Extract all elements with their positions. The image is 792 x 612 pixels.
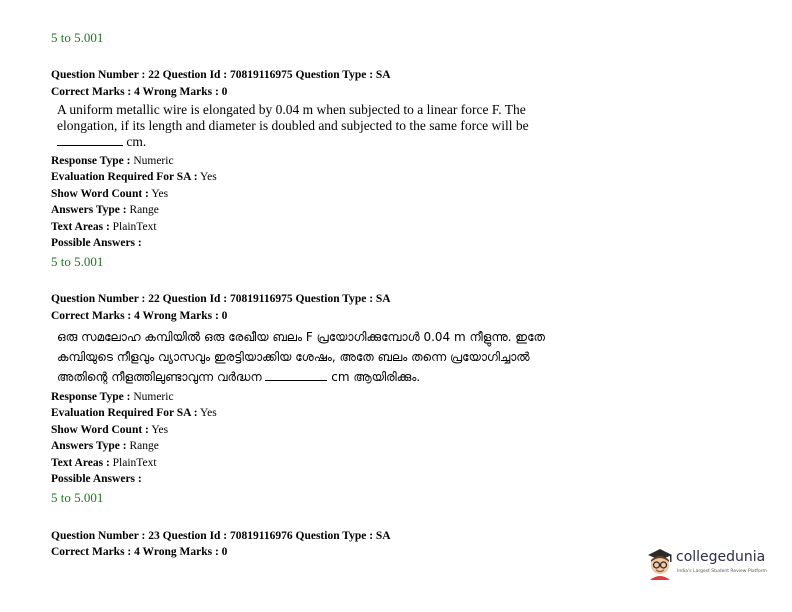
- question-marks: Correct Marks : 4 Wrong Marks : 0: [51, 310, 228, 322]
- question-text-line-3: [57, 134, 597, 150]
- top-possible-answer: 5 to 5.001: [51, 30, 104, 45]
- answers-type-value: Range: [129, 440, 159, 452]
- question-text: [57, 102, 597, 150]
- question-marks: Correct Marks : 4 Wrong Marks : 0: [51, 546, 228, 558]
- evaluation-value: Yes: [200, 407, 217, 419]
- answers-type-label: Answers Type :: [51, 204, 127, 216]
- possible-answer-value: 5 to 5.001: [51, 254, 104, 269]
- text-areas-label: Text Areas :: [51, 221, 110, 233]
- question-text-line: കമ്പിയുടെ നീളവും വ്യാസവും ഇരട്ടിയാക്കിയ ശേഷം, അതേ ബലം തന്നെ പ്രയോഗിച്ചാൽ: [57, 350, 530, 364]
- response-type-value: Numeric: [133, 155, 174, 167]
- show-word-count: [51, 424, 168, 436]
- answers-type-label: Answers Type :: [51, 440, 127, 452]
- response-type-label: Response Type :: [51, 155, 131, 167]
- question-text-line-3: [57, 367, 597, 387]
- word-count-value: Yes: [151, 424, 169, 436]
- question-text-part: അതിന്റെ നീളത്തിലുണ്ടാവുന്ന വർദ്ധന: [57, 370, 262, 384]
- possible-answers-label: [51, 237, 142, 249]
- answers-type: [51, 440, 159, 452]
- text-areas: [51, 457, 157, 469]
- answers-type: [51, 204, 159, 216]
- student-mascot-icon: [644, 546, 676, 580]
- text-areas-label: Text Areas :: [51, 457, 110, 469]
- answers-type-value: Range: [129, 204, 159, 216]
- question-text-unit: cm.: [126, 134, 147, 149]
- answer-blank: [57, 135, 123, 146]
- evaluation-label: Evaluation Required For SA :: [51, 171, 198, 183]
- answer-blank: [265, 370, 327, 381]
- question-header: Question Number : 23 Question Id : 70819116976 Question Type : SA: [51, 530, 391, 542]
- question-marks: Correct Marks : 4 Wrong Marks : 0: [51, 86, 228, 98]
- possible-answer-value: 5 to 5.001: [51, 490, 104, 505]
- evaluation-required: [51, 171, 217, 183]
- possible-answers-label-text: Possible Answers :: [51, 473, 142, 485]
- question-text-part: cm ആയിരിക്കും.: [331, 370, 421, 384]
- question-text-malayalam: [57, 327, 597, 387]
- text-areas-value: PlainText: [112, 221, 157, 233]
- logo-tagline: India's Largest Student Review Platform: [677, 569, 767, 574]
- text-areas-value: PlainText: [112, 457, 157, 469]
- collegedunia-logo: [644, 546, 770, 582]
- response-type-value: Numeric: [133, 391, 174, 403]
- text-areas: [51, 221, 157, 233]
- question-text-line: ഒരു സമലോഹ കമ്പിയിൽ ഒരു രേഖീയ ബലം F പ്രയോഗിക്കുമ്പോൾ 0.04 m നീളുന്നു. ഇതേ: [57, 330, 545, 344]
- response-type: [51, 391, 174, 403]
- possible-answers-label-text: Possible Answers :: [51, 237, 142, 249]
- word-count-label: Show Word Count :: [51, 424, 149, 436]
- show-word-count: [51, 188, 168, 200]
- response-type-label: Response Type :: [51, 391, 131, 403]
- logo-wordmark: collegedunia: [676, 549, 766, 565]
- evaluation-required: [51, 407, 217, 419]
- question-header: Question Number : 22 Question Id : 70819116975 Question Type : SA: [51, 69, 391, 81]
- question-text-line: A uniform metallic wire is elongated by 0.04 m when subjected to a linear force F. The: [57, 102, 526, 117]
- word-count-value: Yes: [151, 188, 169, 200]
- response-type: [51, 155, 174, 167]
- word-count-label: Show Word Count :: [51, 188, 149, 200]
- possible-answers-label: [51, 473, 142, 485]
- question-text-line: elongation, if its length and diameter is doubled and subjected to the same force will be: [57, 118, 529, 133]
- question-header: Question Number : 22 Question Id : 70819116975 Question Type : SA: [51, 293, 391, 305]
- evaluation-value: Yes: [200, 171, 217, 183]
- evaluation-label: Evaluation Required For SA :: [51, 407, 198, 419]
